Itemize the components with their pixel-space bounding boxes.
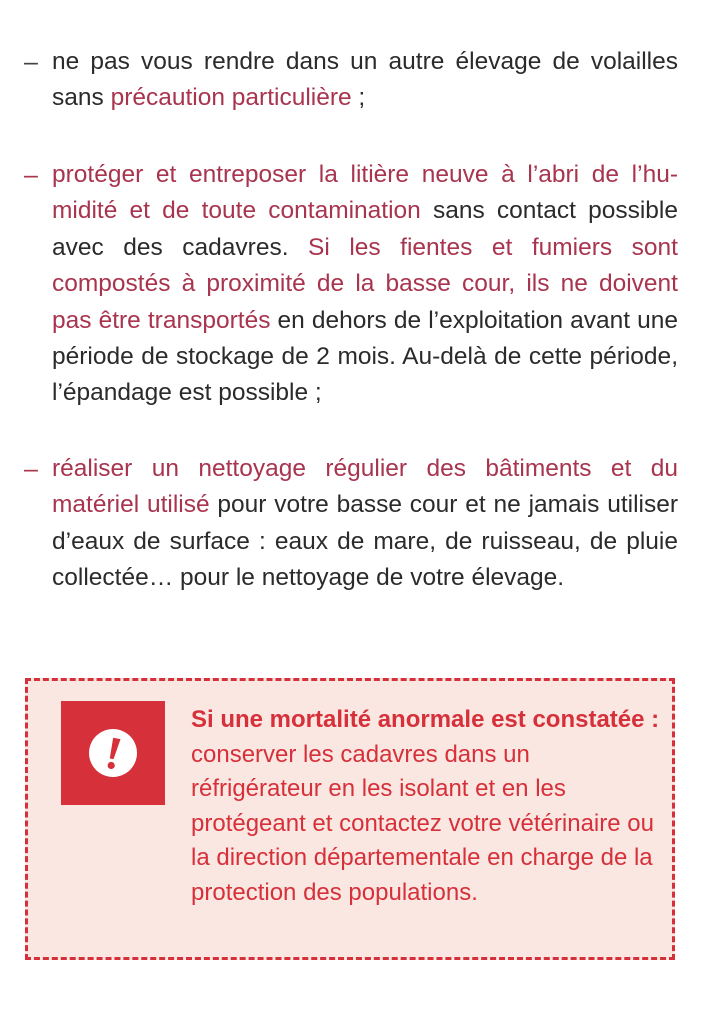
text-segment: en dehors de l’exploitation avant une période de stockage de 2 mois. Au-delà de cette période, l’épandage est possible ; (52, 306, 678, 407)
exclamation-icon (87, 727, 139, 779)
text-segment: ne pas vous rendre dans un autre élevage de volailles sans (52, 48, 678, 112)
alert-heading: Si une mortalité anormale est constatée : (191, 706, 660, 733)
text-segment: ; (351, 84, 366, 112)
bullet-text (52, 451, 678, 597)
text-segment: pour votre basse cour et ne jamais utiliser d’eaux de surface : eaux de mare, de ruisseau, de pluie collectée… pour le nettoyage de votre élevage. (52, 491, 678, 592)
text-segment: sans contact possible avec des cadavres. (52, 197, 678, 261)
alert-icon-container (61, 701, 165, 805)
alert-body: conserver les cadavres dans un réfrigérateur en les isolant et en les protégeant et contactez votre vétérinaire ou la direction départementale en charge de la protection des populations. (191, 740, 654, 906)
bullet-text (52, 157, 678, 412)
alert-message (191, 703, 661, 911)
highlighted-text: réaliser un nettoyage régulier des bâtiments et du matériel utilisé (52, 455, 678, 519)
bullet-text (52, 44, 678, 117)
highlighted-text: Si les fientes et fumiers sont compostés à proximité de la basse cour, ils ne doivent pas être transportés (52, 233, 678, 334)
bullet-dash: – (24, 48, 38, 76)
highlighted-text: précaution particulière (110, 84, 352, 112)
bullet-dash: – (24, 161, 38, 189)
bullet-dash: – (24, 455, 38, 483)
highlighted-text: protéger et entreposer la litière neuve à l’abri de l’humidité et de toute contamination (52, 161, 678, 225)
alert-box (25, 678, 675, 960)
